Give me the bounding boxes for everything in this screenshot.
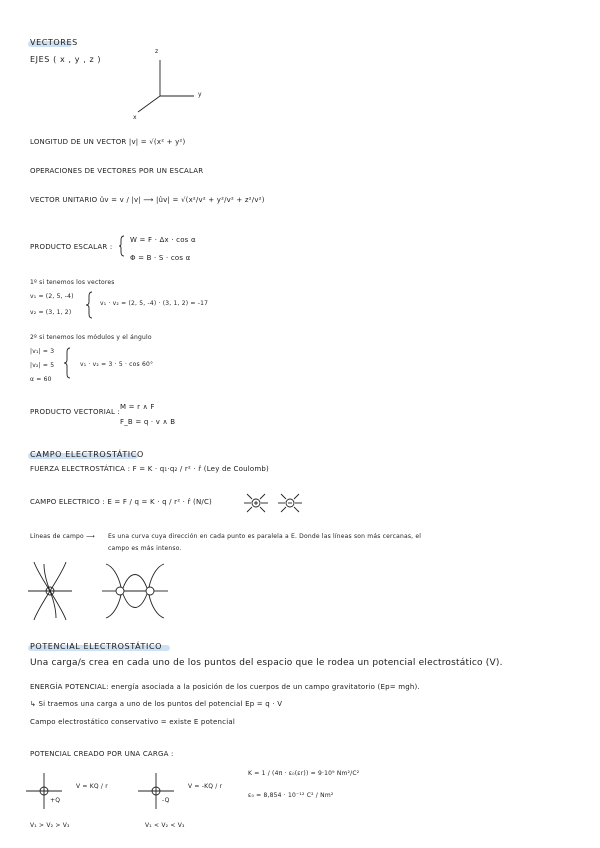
longitud-vector: LONGITUD DE UN VECTOR |v| = √(x² + y²): [30, 138, 186, 146]
section-title-campo: CAMPO ELECTROSTÁTICO: [30, 450, 144, 459]
carga-positiva-label: +Q: [50, 797, 61, 804]
brace-producto-escalar: [119, 236, 124, 256]
caso2-modulo2: |v₂| = 5: [30, 362, 55, 369]
caso2-angulo: α = 60: [30, 376, 52, 383]
axis-y-label: y: [198, 91, 202, 98]
potencial-carga-negativa-diagram: [138, 773, 174, 809]
lineas-campo-label: Líneas de campo ⟶: [30, 533, 95, 540]
orden-potencial-negativo: V₁ < V₂ < V₃: [145, 822, 185, 829]
caso1-title: 1º si tenemos los vectores: [30, 279, 115, 286]
campo-electrico: CAMPO ELECTRICO : E = F / q = K · q / r² · r̂ (N/C): [30, 498, 212, 506]
carga-positiva-icon: [244, 494, 268, 512]
potencial-creado-title: POTENCIAL CREADO POR UNA CARGA :: [30, 750, 174, 758]
campo-conservativo: Campo electrostático conservativo = existe E potencial: [30, 718, 235, 726]
producto-vectorial-label: PRODUCTO VECTORIAL :: [30, 408, 121, 416]
caso1-v1: v₁ = (2, 5, -4): [30, 293, 74, 300]
axis-x-label: x: [133, 114, 137, 121]
axis-z-label: z: [155, 48, 159, 55]
brace-caso2: [64, 348, 70, 378]
ejes-label: EJES ( x , y , z ): [30, 55, 102, 64]
caso2-title: 2º si tenemos los módulos y el ángulo: [30, 334, 152, 341]
caso2-modulo1: |v₁| = 3: [30, 348, 55, 355]
producto-escalar-flujo: Φ = B · S · cos α: [130, 254, 191, 262]
constante-k: K = 1 / (4π · ε₀(εr)) = 9·10⁹ Nm²/C²: [248, 770, 360, 777]
producto-escalar-trabajo: W = F · Δx · cos α: [130, 236, 196, 244]
section-title-potencial: POTENCIAL ELECTROSTÁTICO: [30, 642, 163, 651]
vector-unitario: VECTOR UNITARIO ûv = v / |v| ⟶ |ûv| = √(x²/v² + y²/v² + z²/v²): [30, 196, 265, 204]
lineas-campo-text-cont: campo es más intenso.: [108, 545, 182, 552]
lineas-campo-dipolo: [102, 564, 168, 618]
fuerza-electrostatica: FUERZA ELECTROSTÁTICA : F = K · q₁·q₂ / r² · r̂ (Ley de Coulomb): [30, 465, 269, 473]
producto-vectorial-lorentz: F_B = q · v ∧ B: [120, 418, 176, 426]
caso1-result: v₁ · v₂ = (2, 5, -4) · (3, 1, 2) = -17: [100, 300, 209, 307]
potencial-negativo-formula: V = -KQ / r: [188, 783, 223, 790]
brace-caso1: [86, 292, 92, 318]
operaciones-escalar: OPERACIONES DE VECTORES POR UN ESCALAR: [30, 167, 204, 175]
carga-negativa-label: -Q: [162, 797, 170, 804]
axes-diagram: [138, 60, 194, 112]
caso1-v2: v₂ = (3, 1, 2): [30, 309, 72, 316]
carga-negativa-icon: [278, 494, 302, 512]
section-title-vectores: VECTORES: [30, 38, 78, 47]
producto-escalar-label: PRODUCTO ESCALAR :: [30, 243, 113, 251]
lineas-campo-carga-positiva: [28, 562, 72, 620]
energia-potencial: ENERGÍA POTENCIAL: energía asociada a la posición de los cuerpos de un campo gravitatorio (Ep= mgh).: [30, 683, 420, 691]
potencial-carga-positiva-diagram: [26, 773, 62, 809]
potencial-positivo-formula: V = KQ / r: [76, 783, 108, 790]
producto-vectorial-momento: M = r ∧ F: [120, 403, 155, 411]
potencial-intro: Una carga/s crea en cada uno de los puntos del espacio que le rodea un potencial electrostático (V).: [30, 658, 503, 668]
lineas-campo-text: Es una curva cuya dirección en cada punto es paralela a E. Donde las líneas son más cercanas, el: [108, 533, 422, 540]
si-traemos-carga: ↳ Si traemos una carga a uno de los puntos del potencial Ep = q · V: [30, 700, 283, 708]
caso2-result: v₁ · v₂ = 3 · 5 · cos 60°: [80, 361, 154, 368]
constante-e0: ε₀ = 8,854 · 10⁻¹² C² / Nm²: [248, 792, 334, 799]
orden-potencial-positivo: V₁ > V₂ > V₃: [30, 822, 70, 829]
